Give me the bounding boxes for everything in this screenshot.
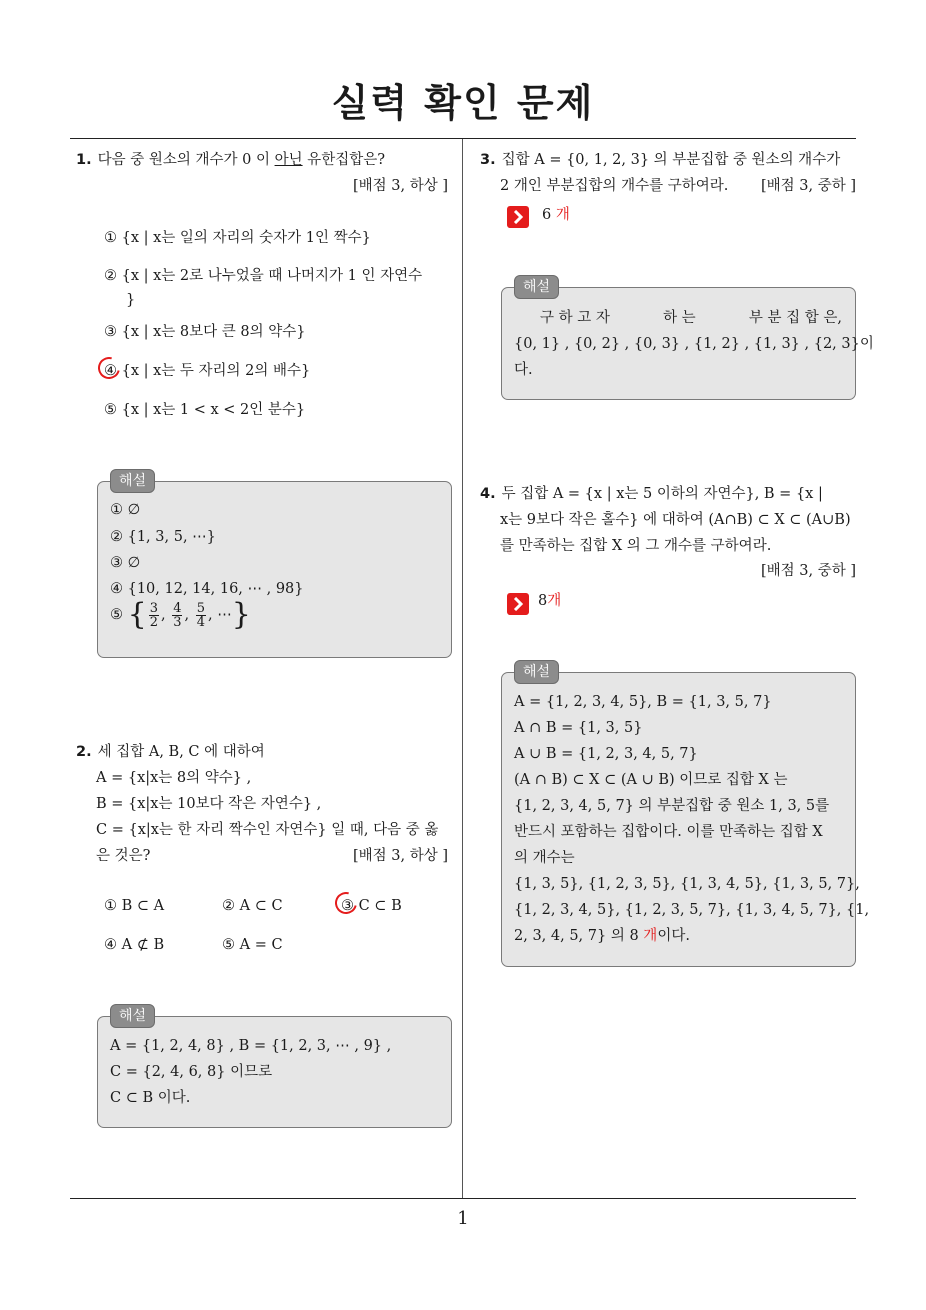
q3-exp-line-1: 구 하 고 자 하 는 부 분 집 합 은, bbox=[540, 310, 842, 326]
q4-answer-arrow-icon bbox=[507, 593, 529, 615]
q4-exp-line-2: A ∩ B = {1, 3, 5} bbox=[514, 720, 643, 736]
q1-exp5-frac-1: $\frac{3}{2}$ bbox=[149, 600, 158, 630]
q3-number: 3. bbox=[480, 152, 496, 168]
q1-exp-line-3: ③ ∅ bbox=[110, 555, 141, 571]
q1-number: 1. bbox=[76, 152, 92, 168]
q2-number: 2. bbox=[76, 744, 92, 760]
q4-answer-unit: 개 bbox=[547, 593, 562, 609]
q1-meta: [배점 3, 하상 ] bbox=[352, 178, 448, 194]
q3-answer-unit: 개 bbox=[555, 207, 570, 223]
q1-exp-line-2: ② {1, 3, 5, ⋯} bbox=[110, 529, 216, 545]
q2-choice-5[interactable]: ⑤ A = C bbox=[222, 937, 283, 953]
q1-choice-1[interactable]: ① {x | x는 일의 자리의 숫자가 1인 짝수} bbox=[104, 230, 371, 246]
q2-exp-line-3: C ⊂ B 이다. bbox=[110, 1090, 191, 1106]
q4-exp-unit: 개 bbox=[643, 928, 658, 944]
q3-answer-value: 6 bbox=[542, 207, 552, 223]
q2-choice-2[interactable]: ② A ⊂ C bbox=[222, 898, 283, 914]
q2-stem-1: 2. 세 집합 A, B, C 에 대하여 bbox=[76, 744, 265, 760]
bottom-rule bbox=[70, 1198, 856, 1199]
q3-meta: [배점 3, 중하 ] bbox=[760, 178, 856, 194]
q2-choice-4[interactable]: ④ A ⊄ B bbox=[104, 937, 165, 953]
q2-stem-5: 은 것은? bbox=[96, 848, 151, 864]
q1-choice-4[interactable]: ④ {x | x는 두 자리의 2의 배수} bbox=[104, 363, 311, 379]
q4-answer-value: 8 bbox=[538, 593, 548, 609]
q4-exp-line-10: 2, 3, 4, 5, 7} 의 8 개이다. bbox=[514, 928, 690, 944]
q2-choice-3[interactable]: ③ C ⊂ B bbox=[341, 898, 402, 914]
page-number: 1 bbox=[457, 1208, 469, 1229]
q1-choice-3[interactable]: ③ {x | x는 8보다 큰 8의 약수} bbox=[104, 324, 306, 340]
q4-exp-line-7: 의 개수는 bbox=[514, 850, 575, 866]
q4-explanation-tag: 해설 bbox=[514, 660, 559, 684]
q4-exp-line-6: 반드시 포함하는 집합이다. 이를 만족하는 집합 X bbox=[514, 824, 823, 840]
top-rule bbox=[70, 138, 856, 139]
q1-explanation-tag: 해설 bbox=[110, 469, 155, 493]
q3-stem-1: 3. 집합 A = {0, 1, 2, 3} 의 부분집합 중 원소의 개수가 bbox=[480, 152, 841, 168]
q4-exp-line-4: (A ∩ B) ⊂ X ⊂ (A ∪ B) 이므로 집합 X 는 bbox=[514, 772, 788, 788]
q1-underlined-word: 아닌 bbox=[274, 152, 303, 168]
q4-exp-line-8: {1, 3, 5}, {1, 2, 3, 5}, {1, 3, 4, 5}, {1, 3, 5, 7}, bbox=[514, 876, 860, 892]
q3-exp-line-2: {0, 1} , {0, 2} , {0, 3} , {1, 2} , {1, 3} , {2, 3} 이 bbox=[514, 336, 874, 352]
q4-exp-line-5: {1, 2, 3, 4, 5, 7} 의 부분집합 중 원소 1, 3, 5를 bbox=[514, 798, 830, 814]
q3-answer bbox=[542, 205, 570, 225]
q4-exp-line-1: A = {1, 2, 3, 4, 5}, B = {1, 3, 5, 7} bbox=[514, 694, 772, 710]
q1-stem: 1. 다음 중 원소의 개수가 0 이 아닌 유한집합은? bbox=[76, 152, 385, 168]
q4-stem-3: 를 만족하는 집합 X 의 그 개수를 구하여라. bbox=[500, 538, 772, 554]
q4-answer bbox=[538, 591, 561, 611]
q4-exp-line-9: {1, 2, 3, 4, 5}, {1, 2, 3, 5, 7}, {1, 3, 4, 5, 7}, {1, bbox=[514, 902, 870, 918]
q3-stem-2: 2 개인 부분집합의 개수를 구하여라. bbox=[500, 178, 729, 194]
q2-stem-2: A = {x|x는 8의 약수} , bbox=[96, 770, 252, 786]
q3-explanation-tag: 해설 bbox=[514, 275, 559, 299]
q1-exp-line-5: ⑤ { $\frac{3}{2}$ , $\frac{4}{3}$ , $\frac{5}{4}$ , ⋯} bbox=[110, 597, 251, 632]
q2-exp-line-2: C = {2, 4, 6, 8} 이므로 bbox=[110, 1064, 273, 1080]
q1-exp5-frac-3: $\frac{5}{4}$ bbox=[196, 600, 205, 630]
q2-stem-4: C = {x|x는 한 자리 짝수인 자연수} 일 때, 다음 중 옳 bbox=[96, 822, 439, 838]
q2-choice-1[interactable]: ① B ⊂ A bbox=[104, 898, 165, 914]
column-divider bbox=[462, 139, 463, 1198]
q1-choice-5[interactable]: ⑤ {x | x는 1 < x < 2인 분수} bbox=[104, 402, 306, 418]
page-title: 실력 확인 문제 bbox=[331, 81, 595, 125]
q1-exp-line-4: ④ {10, 12, 14, 16, ⋯ , 98} bbox=[110, 581, 304, 597]
q2-explanation-tag: 해설 bbox=[110, 1004, 155, 1028]
q4-stem-2: x는 9보다 작은 홀수} 에 대하여 (A∩B) ⊂ X ⊂ (A∪B) bbox=[500, 512, 851, 528]
q1-choice-2[interactable]: ② {x | x는 2로 나누었을 때 나머지가 1 인 자연수 bbox=[104, 268, 423, 284]
q4-explanation-box bbox=[501, 672, 856, 967]
q4-exp-line-3: A ∪ B = {1, 2, 3, 4, 5, 7} bbox=[514, 746, 698, 762]
q4-number: 4. bbox=[480, 486, 496, 502]
q3-answer-arrow-icon bbox=[507, 206, 529, 228]
q4-stem-1: 4. 두 집합 A = {x | x는 5 이하의 자연수}, B = {x | bbox=[480, 486, 823, 502]
q4-meta: [배점 3, 중하 ] bbox=[760, 563, 856, 579]
q1-choice-2-close: } bbox=[126, 292, 136, 308]
q2-stem-3: B = {x|x는 10보다 작은 자연수} , bbox=[96, 796, 322, 812]
q1-exp-line-1: ① ∅ bbox=[110, 502, 141, 518]
q1-exp5-frac-2: $\frac{4}{3}$ bbox=[173, 600, 182, 630]
q3-exp-line-3: 다. bbox=[514, 362, 533, 378]
q2-meta: [배점 3, 하상 ] bbox=[352, 848, 448, 864]
q2-exp-line-1: A = {1, 2, 4, 8} , B = {1, 2, 3, ⋯ , 9} , bbox=[110, 1038, 392, 1054]
